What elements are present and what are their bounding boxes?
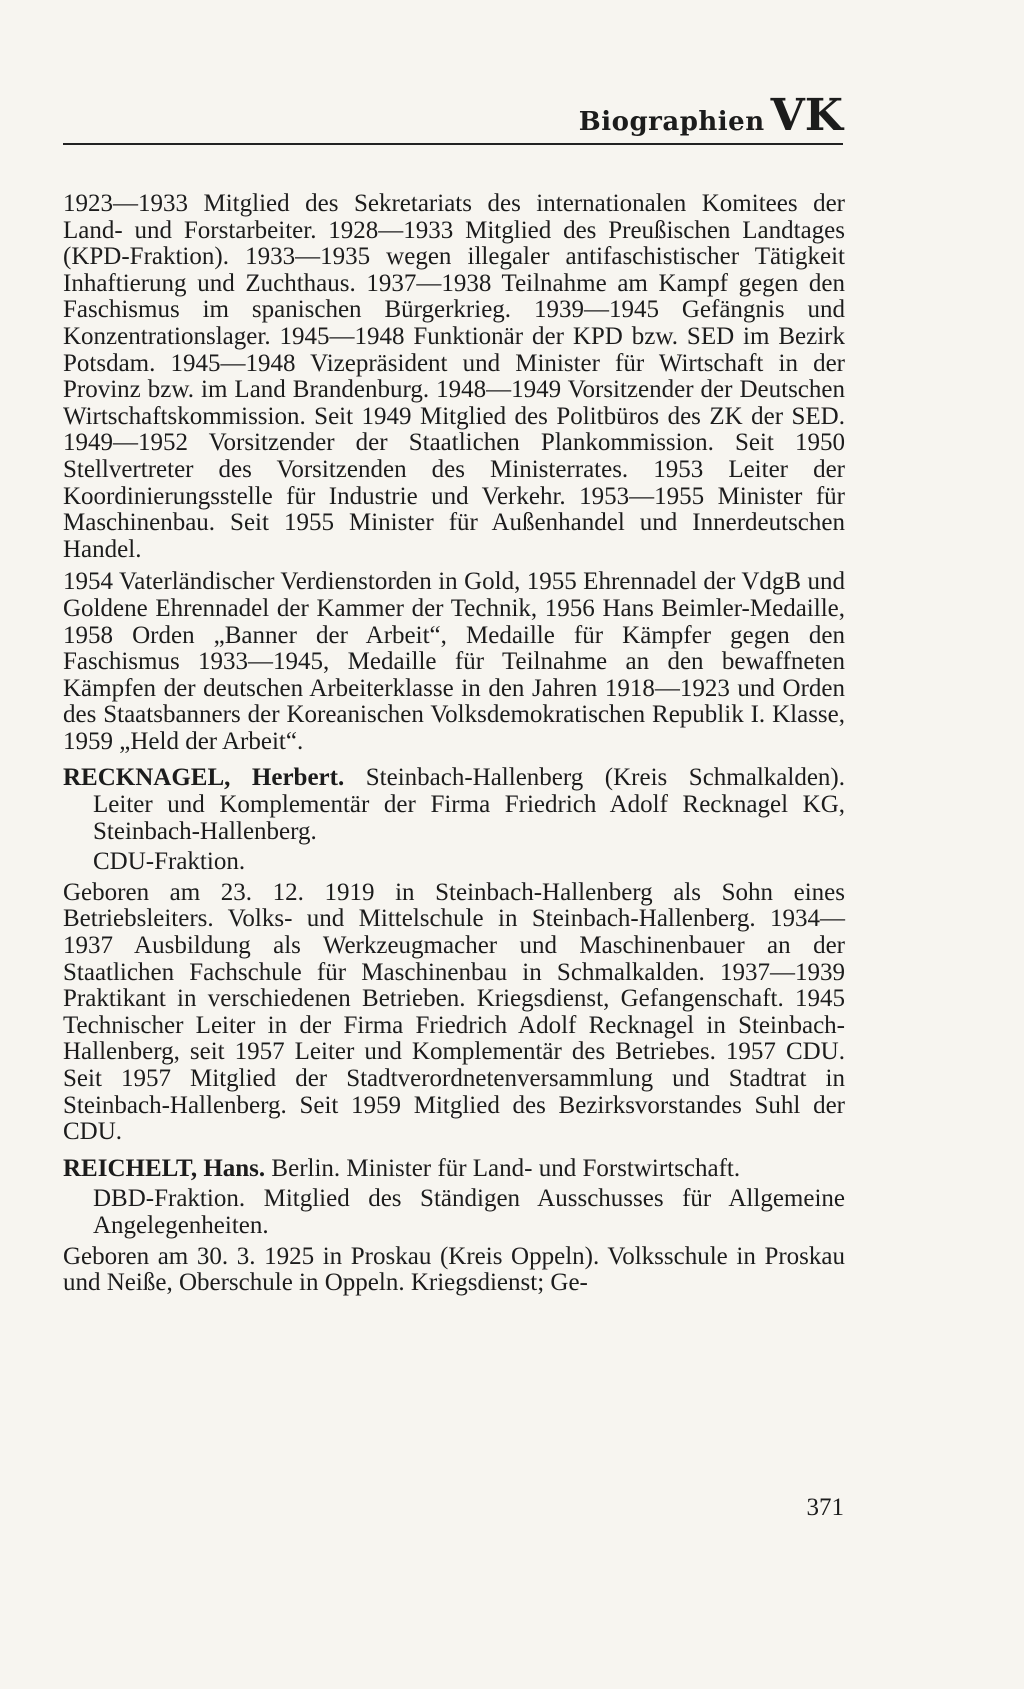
entry-fraction: DBD-Fraktion. Mitglied des Ständigen Ausschusses für Allgemeine Angelegenheiten.: [93, 1185, 845, 1239]
entry-recknagel: [63, 765, 845, 845]
header-rule: [63, 143, 843, 145]
section-code: VK: [770, 90, 843, 141]
entry-name: REICHELT, Hans.: [63, 1154, 266, 1182]
section-title: [579, 90, 843, 141]
page-number: 371: [806, 1494, 844, 1521]
continued-biography: 1923—1933 Mitglied des Sekretariats des internationalen Komitees der Land- und Forstarbeiter. 1928—1933 Mitglied des Preußischen Landtages (KPD-Fraktion). 1933—1935 wegen illegaler antifaschistischer Tätigkeit Inhaftierung und Zuchthaus. 1937—1938 Teilnahme am Kampf gegen den Faschismus im spanischen Bürgerkrieg. 1939—1945 Gefängnis und Konzentrationslager. 1945—1948 Funktionär der KPD bzw. SED im Bezirk Potsdam. 1945—1948 Vizepräsident und Minister für Wirtschaft in der Provinz bzw. im Land Brandenburg. 1948—1949 Vorsitzender der Deutschen Wirtschaftskommission. Seit 1949 Mitglied des Politbüros des ZK der SED. 1949—1952 Vorsitzender der Staatlichen Plankommission. Seit 1950 Stellvertreter des Vorsitzenden des Ministerrates. 1953 Leiter der Koordinierungsstelle für Industrie und Verkehr. 1953—1955 Minister für Maschinenbau. Seit 1955 Minister für Außenhandel und Innerdeutschen Handel.: [63, 190, 845, 563]
awards-paragraph: 1954 Vaterländischer Verdienstorden in Gold, 1955 Ehrennadel der VdgB und Goldene Ehrennadel der Kammer der Technik, 1956 Hans Beimler-Medaille, 1958 Orden „Banner der Arbeit“, Medaille für Kämpfer gegen den Faschismus 1933—1945, Medaille für Teilnahme an den bewaffneten Kämpfen der deutschen Arbeiterklasse in den Jahren 1918—1923 und Orden des Staatsbanners der Koreanischen Volksdemokratischen Republik I. Klasse, 1959 „Held der Arbeit“.: [63, 568, 845, 755]
section-title-text: Biographien: [578, 107, 765, 137]
body-text: [63, 191, 845, 1303]
entry-details: Steinbach-Hallenberg (Kreis Schmalkalden). Leiter und Komplementär der Firma Friedrich Adolf Recknagel KG, Steinbach-Hallenberg.: [93, 764, 845, 845]
entry-details: Berlin. Minister für Land- und Forstwirtschaft.: [271, 1154, 741, 1182]
entry-fraction: CDU-Fraktion.: [93, 848, 246, 876]
entry-reichelt: [63, 1156, 845, 1183]
entry-biography: Geboren am 23. 12. 1919 in Steinbach-Hallenberg als Sohn eines Betriebsleiters. Volks- und Mittelschule in Steinbach-Hallenberg. 1934—1937 Ausbildung als Werkzeugmacher und Maschinenbauer an der Staatlichen Fachschule für Maschinenbau in Schmalkalden. 1937—1939 Praktikant in verschiedenen Betrieben. Kriegsdienst, Gefangenschaft. 1945 Technischer Leiter in der Firma Friedrich Adolf Recknagel in Steinbach-Hallenberg, seit 1957 Leiter und Komplementär des Betriebes. 1957 CDU. Seit 1957 Mitglied der Stadtverordnetenversammlung und Stadtrat in Steinbach-Hallenberg. Seit 1959 Mitglied des Bezirksvorstandes Suhl der CDU.: [63, 878, 845, 1146]
running-header: [63, 84, 843, 146]
entry-name: RECKNAGEL, Herbert.: [63, 764, 345, 792]
entry-biography: Geboren am 30. 3. 1925 in Proskau (Kreis Oppeln). Volksschule in Proskau und Neiße, Oberschule in Oppeln. Kriegsdienst; Ge-: [63, 1242, 845, 1297]
